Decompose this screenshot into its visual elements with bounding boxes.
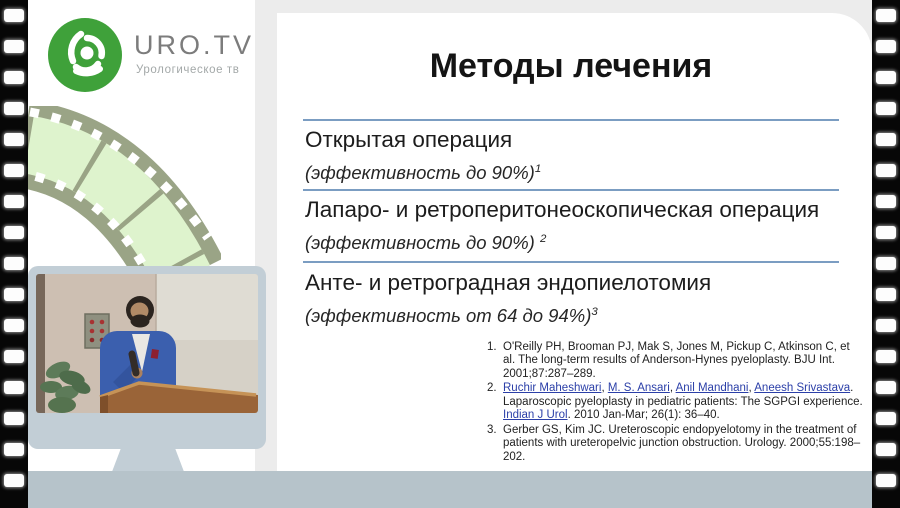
reference-fragment: . Laparoscopic pyeloplasty in pediatric patients: The SGPGI experience. xyxy=(503,382,863,408)
film-sprocket-hole xyxy=(876,40,896,53)
presenter-video-screen xyxy=(36,274,258,413)
film-sprocket-hole xyxy=(876,257,896,270)
film-sprocket-hole xyxy=(876,319,896,332)
reference-number: 3. xyxy=(487,423,497,436)
film-sprocket-hole xyxy=(4,412,24,425)
reference-item xyxy=(487,382,865,422)
film-sprocket-hole xyxy=(4,288,24,301)
urotv-logo-text: URO.TV xyxy=(134,30,255,60)
treatment-item-heading: Анте- и ретроградная эндопиелотомия xyxy=(305,270,712,295)
reference-link[interactable]: Ruchir Maheshwari xyxy=(503,382,602,395)
reference-fragment: O'Reilly PH, Brooman PJ, Mak S, Jones M, Pickup C, Atkinson C, et al. The long-term results of Anderson-Hynes pyeloplasty. BJU Int. 2001;87:287–289. xyxy=(503,341,850,380)
reference-item xyxy=(487,341,865,381)
slide-title: Методы лечения xyxy=(429,47,713,85)
film-sprocket-hole xyxy=(876,381,896,394)
detail-text: (эффективность до 90%) xyxy=(305,162,535,183)
film-sprocket-hole xyxy=(876,133,896,146)
film-holes xyxy=(0,0,28,487)
film-sprocket-hole xyxy=(4,133,24,146)
detail-text: (эффективность до 90%) xyxy=(305,232,540,253)
presenter-at-podium-image xyxy=(36,274,258,413)
treatment-item-detail xyxy=(305,162,845,184)
monitor-stand xyxy=(110,449,186,471)
film-sprocket-hole xyxy=(876,226,896,239)
treatment-item-detail xyxy=(305,305,845,327)
film-sprocket-hole xyxy=(4,9,24,22)
reference-fragment: Gerber GS, Kim JC. Ureteroscopic endopyelotomy in the treatment of patients with ureteropelvic junction obstruction. Urology. 2000;55:198–202. xyxy=(503,423,861,463)
film-sprocket-hole xyxy=(4,350,24,363)
film-sprocket-hole xyxy=(4,71,24,84)
footnote-marker: 1 xyxy=(534,162,542,175)
film-sprocket-hole xyxy=(4,319,24,332)
references-list xyxy=(487,341,865,465)
film-sprocket-hole xyxy=(4,381,24,394)
film-sprocket-hole xyxy=(4,257,24,270)
footnote-marker: 2 xyxy=(539,232,547,245)
film-sprocket-hole xyxy=(876,102,896,115)
film-sprocket-hole xyxy=(876,288,896,301)
film-sprocket-hole xyxy=(4,102,24,115)
film-holes xyxy=(872,0,900,487)
reference-fragment: , xyxy=(669,382,676,395)
reference-text xyxy=(503,424,865,464)
reference-fragment: . 2010 Jan-Mar; 26(1): 36–40. xyxy=(567,409,720,422)
film-sprocket-hole xyxy=(4,474,24,487)
reference-link[interactable]: M. S. Ansari xyxy=(607,382,670,395)
reference-text xyxy=(503,341,865,381)
reference-fragment: , xyxy=(748,382,755,395)
separator-line xyxy=(303,119,839,121)
film-sprocket-hole xyxy=(876,195,896,208)
reference-text xyxy=(503,382,865,422)
film-sprocket-hole xyxy=(4,226,24,239)
bottom-bar xyxy=(0,471,900,508)
treatment-item-detail xyxy=(305,232,845,254)
film-sprocket-hole xyxy=(876,350,896,363)
reference-number: 2. xyxy=(487,382,497,395)
reference-number: 1. xyxy=(487,341,497,353)
film-sprocket-hole xyxy=(876,474,896,487)
reference-link[interactable]: Aneesh Srivastava xyxy=(754,382,851,395)
separator-line xyxy=(303,189,839,191)
urotv-logo-tagline: Урологическое тв xyxy=(136,64,240,76)
film-sprocket-hole xyxy=(4,164,24,177)
reference-link[interactable]: Anil Mandhani xyxy=(675,382,749,395)
separator-line xyxy=(303,261,839,263)
film-sprocket-hole xyxy=(876,443,896,456)
treatment-item-heading: Открытая операция xyxy=(305,127,513,152)
film-strip-right xyxy=(872,0,900,508)
treatment-item-heading: Лапаро- и ретроперитонеоскопическая операция xyxy=(305,197,820,222)
reference-fragment: , xyxy=(601,382,608,395)
film-strip-left xyxy=(0,0,28,508)
presenter-video-inset xyxy=(28,266,266,449)
film-sprocket-hole xyxy=(876,412,896,425)
film-sprocket-hole xyxy=(876,9,896,22)
film-sprocket-hole xyxy=(4,195,24,208)
film-sprocket-hole xyxy=(4,443,24,456)
detail-text: (эффективность от 64 до 94%) xyxy=(305,305,592,326)
film-sprocket-hole xyxy=(876,71,896,84)
reference-link[interactable]: Indian J Urol xyxy=(503,409,568,422)
reference-item xyxy=(487,424,865,464)
film-sprocket-hole xyxy=(876,164,896,177)
footnote-marker: 3 xyxy=(591,305,598,318)
film-sprocket-hole xyxy=(4,40,24,53)
urotv-logo-icon xyxy=(46,16,124,99)
